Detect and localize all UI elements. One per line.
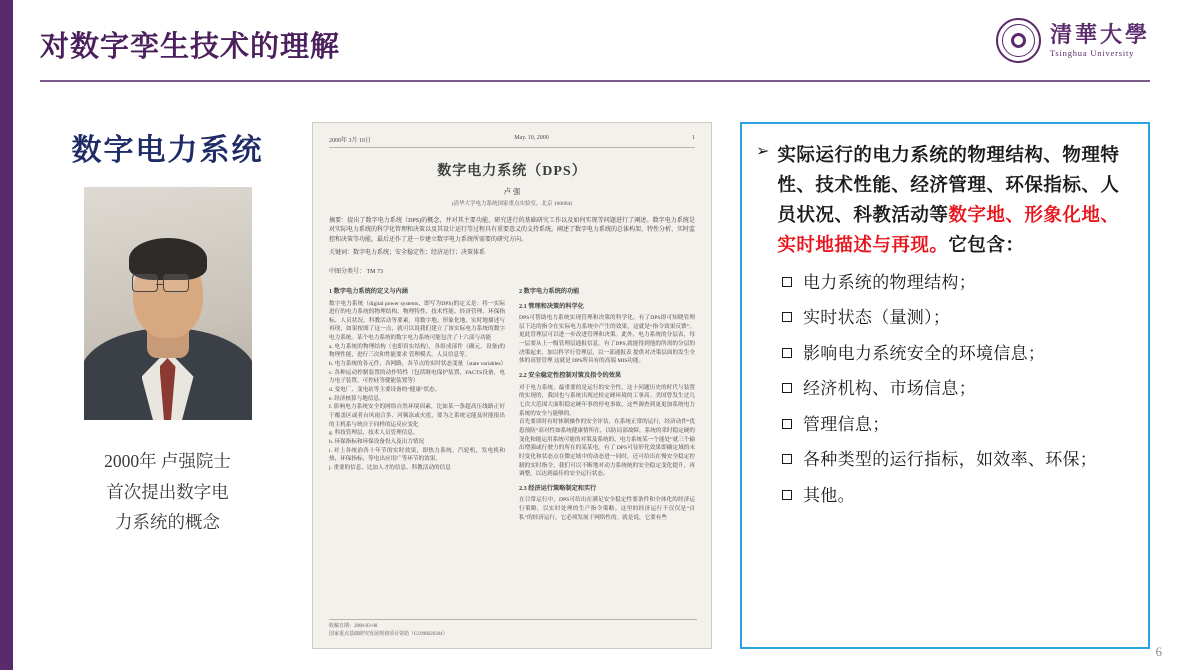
list-item [782,305,1134,331]
paper-section-heading: 2 数字电力系统的功能 [519,287,580,295]
paper-paragraph: c. 各种运动控制装置的动作特性（包括继电保护装置，FACTS设备，电力电子装置，可控硅等健能装置等） [329,369,505,385]
square-bullet-icon [782,348,792,358]
sub-bullet-list [756,270,1134,509]
paper-paragraph: i. 对上各统治各十年节的实时效果，即热力系统、汽轮机，发电机和热，环保指标，等电出应用广等环节的效果。 [329,447,505,463]
paper-abstract: 摘要：提出了数字电力系统（DPS)的概念，并对其主要功能、研究进行的基础研究工作以及如何实现等问题进行了阐述。数字电力系统是对实际电力系统的科学化管理和决策以及其设计运行等过程具有重要意义的支持系统。阐述了数字电力系统的总体构架、特性分析、实时监控和决策等功能，最后还作了进一步建立数字电力系统所需要的研究方向。 [329,218,696,243]
paper-footnote-date: 收稿日期：2000-03-08 [329,624,378,629]
list-item-label: 影响电力系统安全的环境信息； [803,343,1046,363]
paper-subsection-heading: 2.1 管理和决策的科学化 [519,302,584,310]
list-item-label: 管理信息； [803,414,890,434]
paper-column-right [519,287,695,523]
left-accent-bar [0,0,13,670]
logo-text [1050,23,1150,57]
square-bullet-icon [782,312,792,322]
paper-paragraph: 在日常运行中，DPS可给出在满足安全稳定性要条件和全体化的经济运行策略，以实时处理的生产指令策略。这里的经济运行不仅仅是“自私”的经济运行，它必须发展于网络性的。就是说，它要有些 [519,497,695,521]
paper-head-page: 1 [692,135,695,141]
paper-paragraph: 数字电力系统（digital power systems，即写为DPS)的定义是：将一实际进行的电力系统的物理结构、物理特性、技术性能、经济管理、环保指标、人员状况、科教活动等要素，用数字地、形象化地、实时地描述与再现，如果按图了这一点，就可以说我们建立了该实际电力系统的数字电力系统。某个电力系统的数字电力系统可能包含了十六部与功能 [329,300,505,342]
square-bullet-icon [782,383,792,393]
list-item-label: 实时状态（量测）； [803,308,951,328]
main-bullet [756,140,1134,260]
list-item [782,270,1134,296]
square-bullet-icon [782,277,792,287]
paper-column-left [329,287,505,523]
list-item-label: 经济机构、市场信息； [803,379,976,399]
caption-line-2: 首次提出数字电 [106,481,229,502]
list-item-label: 电力系统的物理结构； [803,272,976,292]
paper-paragraph: 对于电力系统，最重要的是运行的安全性。这十问题历史的时代与装置的实现的，我国也与系统出现过检定硬环境的工事高。美国曾发生过几七次大范围大面积稳定硬年事的停电事故，这些调查到更更加系统电力系统的安全与能够的。 [519,384,695,417]
portrait-glasses-left [132,274,158,292]
left-column [45,125,290,538]
paper-author: 卢 强 [503,187,521,196]
list-item [782,483,1134,509]
paper-paragraph: a. 电力系统的物理结构（也即真实结构），各组成部件（确元，设备)的物理性能，进行三次和性能要求 管理模式，人员信息等。 [329,343,505,359]
list-item-label: 其他。 [803,485,855,505]
main-text-part-2: 它包含： [948,233,1025,255]
paper-title: 数字电力系统（DPS） [437,164,587,179]
list-item-label: 各种类型的运行指标，如效率、环保； [803,450,1098,470]
paper-paragraph: g. 科技管理层，技术人员管理信息。 [329,430,419,437]
list-item [782,341,1134,367]
paper-paragraph: j. 重要的信息、比加人才的信息、科教活动的信息 [329,464,451,471]
portrait-glasses-right [163,274,189,292]
portrait-glasses-bridge [156,284,163,286]
paper-paragraph: h. 环保指标和环保设备投入及出力情况 [329,439,425,445]
paper-keywords: 关键词：数字电力系统；安全稳定性；经济运行；决策体系 [329,249,486,256]
square-bullet-icon [782,490,792,500]
caption-line-1: 2000年 卢强院士 [104,451,231,471]
paper-paragraph: f. 影响电力系统安全的网络自然环境因素，比如某一条超高压线路正好于覆盖区或者台风雨合多、河频冻或火雹，要为之系统完能及时能报出的主机系与统自于同样的运反应变化 [329,404,505,428]
paper-paragraph: e. 经济核算与地信息。 [329,395,385,402]
page-number: 6 [1155,644,1162,659]
main-text-part-1: 实际运行的电力系统的物理结构、物理特性、技术性能、经济管理、环保指标、人员状况、科教活动等 [777,144,1120,225]
logo-english-name: Tsinghua University [1049,47,1135,58]
caption-line-3: 力系统的概念 [115,512,220,533]
paper-paragraph: DPS可帮助电力系统实现管理和决策的科学化。有了DPS即可知晓管理层下达的指令在实际电力系统中产生的效果，这就是“指令效果反馈”。更此管理层可以进一步改进管理和决策。此外，电力系统的分层表，每一层要从上一级管理层通报信息。有了DPS,就能得到他的所需的分层的决策起来，加以科学行管理层，以一部通报表 提供对决策层面的发生全体的高智管理 这就是 DPS所具有的高端 MIS功能。 [519,315,695,365]
paper-subsection-heading: 2.2 安全稳定性控制对策及指令的效果 [519,372,622,380]
paper-paragraph: b. 电力系统的各元件，各网路，各节点的实时状态变量（state variables） [329,361,507,368]
paper-head-date-cn: 2000年 3月 10日 [329,138,372,144]
portrait-photo [84,187,252,420]
university-emblem-icon [996,18,1041,63]
paper-paragraph: d. 变电厂、变电站等主要设备的“健康”状态。 [329,387,441,394]
slide-header [40,18,1150,74]
paper-subsection-heading: 2.3 经济运行策略制定和实行 [519,484,597,492]
list-item [782,447,1134,473]
arrow-bullet-icon: ➢ [756,143,770,160]
logo-chinese-name: 清華大學 [1049,22,1150,48]
main-text-highlight: 数字地、形象化地、实时地描述与再现。 [777,203,1120,255]
paper-head-date-en: May. 10, 2000 [514,135,549,141]
paper-body-columns [329,287,695,523]
paper-running-head [329,135,695,148]
page-title: 对数字孪生技术的理解 [40,31,341,63]
square-bullet-icon [782,419,792,429]
paper-clc-number: 中图分类号： TM 73 [329,268,384,275]
paper-section-heading: 1 数字电力系统的定义与内涵 [329,287,408,295]
definition-callout-box [740,122,1150,649]
scanned-paper-image [312,122,712,649]
list-item [782,412,1134,438]
paper-affiliation: (清华大学电力系统国家重点实验室，北京 100084) [451,201,573,207]
list-item [782,376,1134,402]
square-bullet-icon [782,454,792,464]
section-heading: 数字电力系统 [71,134,264,167]
portrait-caption [45,446,290,538]
paper-footnote [329,619,697,638]
main-bullet-text [777,140,1134,260]
paper-paragraph: 首先要谈时有时体制操作的安全评估，在系统正常的运行，经济动作“优患预防”高对性如系统健康情所在，以防局部故障，系统的采时稳定硬的变化和能运用系统可能的对策及系统的、电力系统某一个能处”就三个输出增强或行驶力的所在的某某电。有了 DPS可显形化效果即确定域的未时变化和状态点在微定域中的动态进一同时，还可给出在慢安全稳定控制的实时指令，我们可以不断地对动力系统统的安全稳定变化提升，再调整，以达到最佳的安全运行状态。 [519,419,695,478]
title-underline [40,80,1150,82]
tsinghua-logo [996,18,1150,63]
paper-footnote-fund: 国家重点基础研究发展规划项目资助（G1998020304） [329,631,448,637]
